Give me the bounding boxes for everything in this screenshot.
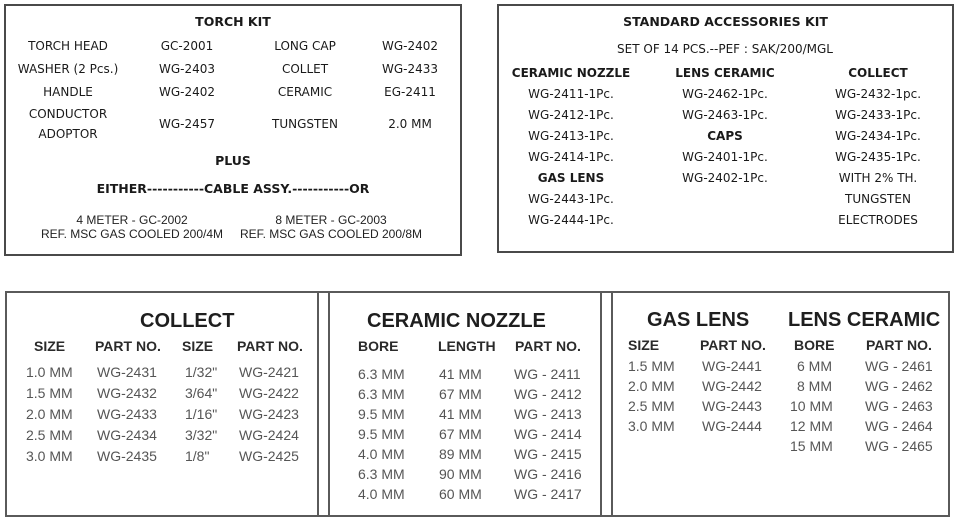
lens-ceramic-cell: 8 MM bbox=[797, 378, 832, 394]
accessories-kit-panel bbox=[497, 4, 954, 253]
divider bbox=[328, 291, 330, 517]
lens-ceramic-cell: WG - 2464 bbox=[865, 418, 933, 434]
acc-item: ELECTRODES bbox=[838, 213, 918, 227]
nozzle-cell: 6.3 MM bbox=[358, 366, 405, 382]
collect-header: PART NO. bbox=[95, 338, 161, 354]
collect-cell: WG-2432 bbox=[97, 385, 157, 401]
collect-cell: WG-2434 bbox=[97, 427, 157, 443]
nozzle-cell: 4.0 MM bbox=[358, 446, 405, 462]
lens-ceramic-cell: WG - 2461 bbox=[865, 358, 933, 374]
nozzle-cell: 6.3 MM bbox=[358, 466, 405, 482]
acc-item: WG-2414-1Pc. bbox=[528, 150, 614, 164]
nozzle-cell: 67 MM bbox=[439, 386, 482, 402]
torch-item: CERAMIC bbox=[277, 85, 333, 99]
nozzle-cell: 41 MM bbox=[439, 406, 482, 422]
torch-item: ADOPTOR bbox=[38, 127, 98, 141]
gas-lens-cell: WG-2441 bbox=[702, 358, 762, 374]
gas-lens-header: SIZE bbox=[628, 337, 660, 353]
nozzle-cell: 89 MM bbox=[439, 446, 482, 462]
acc-item: WG-2444-1Pc. bbox=[528, 213, 614, 227]
collect-cell: WG-2425 bbox=[239, 448, 299, 464]
divider bbox=[600, 291, 602, 517]
collect-cell: WG-2421 bbox=[239, 364, 299, 380]
torch-item: TUNGSTEN bbox=[272, 117, 338, 131]
torch-kit-panel bbox=[4, 4, 462, 256]
torch-part: WG-2457 bbox=[158, 117, 216, 131]
nozzle-cell: WG - 2413 bbox=[514, 406, 582, 422]
acc-item: WG-2434-1Pc. bbox=[835, 129, 921, 143]
collect-cell: WG-2422 bbox=[239, 385, 299, 401]
collect-cell: WG-2433 bbox=[97, 406, 157, 422]
divider bbox=[611, 291, 613, 517]
acc-item: WG-2463-1Pc. bbox=[682, 108, 768, 122]
torch-part: WG-2403 bbox=[158, 62, 216, 76]
lens-ceramic-cell: 6 MM bbox=[797, 358, 832, 374]
torch-part: WG-2402 bbox=[158, 85, 216, 99]
lens-ceramic-cell: WG - 2462 bbox=[865, 378, 933, 394]
collect-header: PART NO. bbox=[237, 338, 303, 354]
collect-header: SIZE bbox=[34, 338, 66, 354]
lens-ceramic-header: BORE bbox=[794, 337, 835, 353]
nozzle-cell: 90 MM bbox=[439, 466, 482, 482]
acc-item: WG-2435-1Pc. bbox=[835, 150, 921, 164]
nozzle-cell: WG - 2415 bbox=[514, 446, 582, 462]
gas-lens-cell: WG-2444 bbox=[702, 418, 762, 434]
nozzle-cell: WG - 2414 bbox=[514, 426, 582, 442]
torch-item: CONDUCTOR bbox=[28, 107, 108, 121]
collect-cell: 3/32" bbox=[185, 427, 218, 443]
torch-part: WG-2433 bbox=[381, 62, 439, 76]
lens-ceramic-cell: 10 MM bbox=[790, 398, 833, 414]
nozzle-cell: WG - 2417 bbox=[514, 486, 582, 502]
divider bbox=[317, 291, 319, 517]
collect-cell: WG-2424 bbox=[239, 427, 299, 443]
collect-cell: 2.0 MM bbox=[26, 406, 73, 422]
cable-option-8m-ref: REF. MSC GAS COOLED 200/8M bbox=[239, 227, 423, 241]
nozzle-cell: 67 MM bbox=[439, 426, 482, 442]
acc-heading-collect: COLLECT bbox=[848, 66, 908, 80]
gas-lens-cell: 3.0 MM bbox=[628, 418, 675, 434]
acc-item: WG-2432-1pc. bbox=[834, 87, 922, 101]
lens-ceramic-cell: WG - 2463 bbox=[865, 398, 933, 414]
cable-assy-label: EITHER-----------CABLE ASSY.-----------OR bbox=[96, 181, 370, 196]
nozzle-cell: 4.0 MM bbox=[358, 486, 405, 502]
collect-cell: 3/64" bbox=[185, 385, 218, 401]
cable-option-4m: 4 METER - GC-2002 bbox=[76, 213, 188, 227]
acc-item: WG-2402-1Pc. bbox=[682, 171, 768, 185]
collect-table-title: COLLECT bbox=[140, 310, 235, 332]
gas-lens-cell: 2.5 MM bbox=[628, 398, 675, 414]
acc-heading-caps: CAPS bbox=[707, 129, 743, 143]
lens-ceramic-cell: WG - 2465 bbox=[865, 438, 933, 454]
lens-ceramic-cell: 12 MM bbox=[790, 418, 833, 434]
torch-part: WG-2402 bbox=[381, 39, 439, 53]
plus-label: PLUS bbox=[215, 153, 251, 168]
collect-cell: WG-2431 bbox=[97, 364, 157, 380]
gas-lens-cell: WG-2442 bbox=[702, 378, 762, 394]
acc-item: WG-2412-1Pc. bbox=[528, 108, 614, 122]
nozzle-header: PART NO. bbox=[515, 338, 581, 354]
gas-lens-cell: 2.0 MM bbox=[628, 378, 675, 394]
acc-item: WG-2401-1Pc. bbox=[682, 150, 768, 164]
ceramic-nozzle-table-title: CERAMIC NOZZLE bbox=[367, 310, 546, 332]
torch-item: COLLET bbox=[281, 62, 329, 76]
acc-item: WG-2413-1Pc. bbox=[528, 129, 614, 143]
acc-item: WG-2462-1Pc. bbox=[682, 87, 768, 101]
accessories-kit-subtitle: SET OF 14 PCS.--PEF : SAK/200/MGL bbox=[617, 42, 833, 56]
lens-ceramic-cell: 15 MM bbox=[790, 438, 833, 454]
torch-part: 2.0 MM bbox=[388, 117, 432, 131]
torch-kit-title: TORCH KIT bbox=[195, 14, 271, 29]
torch-part: EG-2411 bbox=[384, 85, 436, 99]
lens-ceramic-header: PART NO. bbox=[866, 337, 932, 353]
acc-heading-lens-ceramic: LENS CERAMIC bbox=[675, 66, 775, 80]
gas-lens-table-title: GAS LENS bbox=[647, 309, 750, 331]
nozzle-cell: 9.5 MM bbox=[358, 426, 405, 442]
acc-item: WG-2433-1Pc. bbox=[835, 108, 921, 122]
nozzle-header: LENGTH bbox=[438, 338, 496, 354]
torch-item: LONG CAP bbox=[274, 39, 336, 53]
accessories-kit-title: STANDARD ACCESSORIES KIT bbox=[623, 14, 828, 29]
collect-cell: 1.0 MM bbox=[26, 364, 73, 380]
nozzle-cell: 6.3 MM bbox=[358, 386, 405, 402]
collect-header: SIZE bbox=[182, 338, 214, 354]
nozzle-cell: 60 MM bbox=[439, 486, 482, 502]
acc-item: WG-2443-1Pc. bbox=[528, 192, 614, 206]
cable-option-4m-ref: REF. MSC GAS COOLED 200/4M bbox=[40, 227, 224, 241]
collect-cell: 2.5 MM bbox=[26, 427, 73, 443]
acc-item: WG-2411-1Pc. bbox=[528, 87, 614, 101]
nozzle-cell: WG - 2412 bbox=[514, 386, 582, 402]
cable-option-8m: 8 METER - GC-2003 bbox=[275, 213, 387, 227]
collect-cell: WG-2423 bbox=[239, 406, 299, 422]
nozzle-cell: WG - 2416 bbox=[514, 466, 582, 482]
gas-lens-cell: WG-2443 bbox=[702, 398, 762, 414]
gas-lens-header: PART NO. bbox=[700, 337, 766, 353]
torch-part: GC-2001 bbox=[160, 39, 214, 53]
collect-cell: 1/32" bbox=[185, 364, 218, 380]
collect-cell: 1.5 MM bbox=[26, 385, 73, 401]
acc-heading-ceramic-nozzle: CERAMIC NOZZLE bbox=[511, 66, 631, 80]
nozzle-cell: 41 MM bbox=[439, 366, 482, 382]
lens-ceramic-table-title: LENS CERAMIC bbox=[788, 309, 941, 331]
collect-cell: 1/16" bbox=[185, 406, 218, 422]
acc-item: WITH 2% TH. bbox=[838, 171, 918, 185]
acc-item: TUNGSTEN bbox=[845, 192, 911, 206]
torch-item: WASHER (2 Pcs.) bbox=[17, 62, 119, 76]
nozzle-cell: 9.5 MM bbox=[358, 406, 405, 422]
nozzle-cell: WG - 2411 bbox=[514, 366, 581, 382]
collect-cell: WG-2435 bbox=[97, 448, 157, 464]
collect-cell: 1/8" bbox=[185, 448, 210, 464]
collect-cell: 3.0 MM bbox=[26, 448, 73, 464]
gas-lens-cell: 1.5 MM bbox=[628, 358, 675, 374]
torch-item: HANDLE bbox=[43, 85, 93, 99]
torch-item: TORCH HEAD bbox=[28, 39, 108, 53]
acc-heading-gas-lens: GAS LENS bbox=[537, 171, 605, 185]
nozzle-header: BORE bbox=[358, 338, 399, 354]
